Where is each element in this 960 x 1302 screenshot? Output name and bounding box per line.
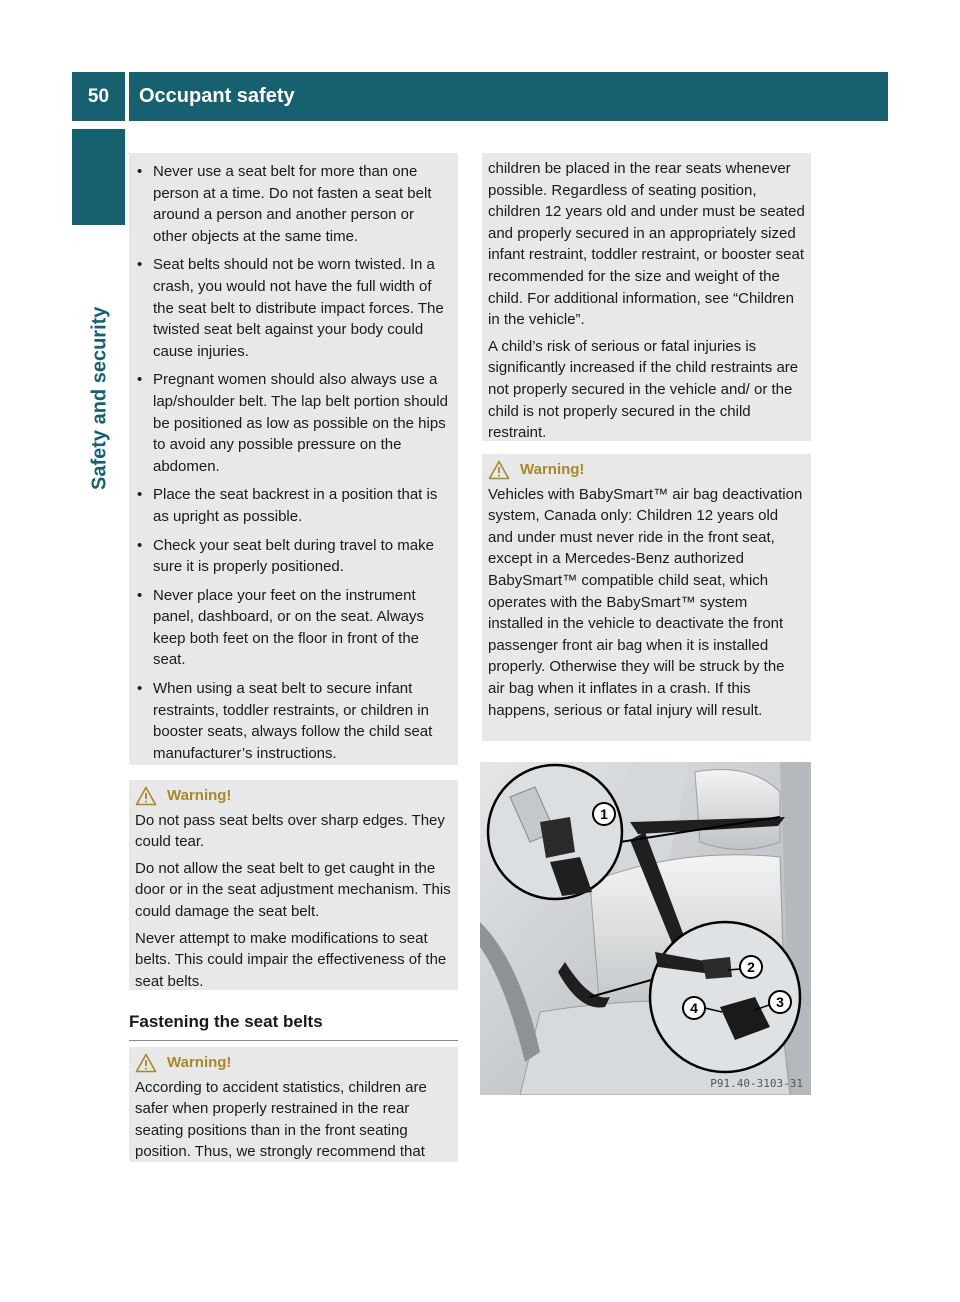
section-side-label: Safety and security bbox=[88, 306, 111, 490]
callout-3: 3 bbox=[776, 994, 784, 1010]
header-divider bbox=[125, 72, 129, 121]
warning-paragraph: Do not allow the seat belt to get caught in the door or in the seat adjustment mechanism. This could damage the seat belt. bbox=[135, 859, 451, 920]
warning-box-seat-belt bbox=[129, 780, 458, 990]
warning-triangle-icon bbox=[488, 460, 510, 480]
seat-belt-illustration bbox=[480, 762, 811, 1095]
warning-label: Warning! bbox=[520, 461, 585, 478]
children-continued-box bbox=[482, 153, 811, 441]
warning-header bbox=[135, 1052, 452, 1074]
section-heading: Fastening the seat belts bbox=[129, 1012, 458, 1041]
bullet-item: • Check your seat belt during travel to make sure it is properly positioned. bbox=[135, 535, 452, 578]
warning-paragraph: children be placed in the rear seats whenever possible. Regardless of seating position, children 12 years old and under must be seated and properly secured in an appropriately sized infant restraint, toddler restraint, or booster seat recommended for the size and weight of the child. For additional information, see “Children in the vehicle”. bbox=[488, 160, 805, 329]
warning-paragraph: According to accident statistics, children are safer when properly restrained in the rear seating positions than in the front seating position. Thus, we strongly recommend that bbox=[135, 1078, 427, 1161]
warning-paragraph: A child’s risk of serious or fatal injuries is significantly increased if the child restraints are not properly secured in the vehicle and/ or the child is not properly secured in the child restraint. bbox=[488, 337, 799, 442]
warning-triangle-icon bbox=[135, 786, 157, 806]
bullet-item: • When using a seat belt to secure infant restraints, toddler restraints, or children in booster seats, always follow the child seat manufacturer’s instructions. bbox=[135, 678, 452, 764]
warning-paragraph: Vehicles with BabySmart™ air bag deactivation system, Canada only: Children 12 years old and under must never ride in the front seat, except in a Mercedes-Benz authorized BabySmart™ compatible child seat, which operates with the BabySmart™ system installed in the vehicle to deactivate the front passenger front air bag when it is installed properly. Otherwise they will be struck by the air bag when it inflates in a crash. If this happens, serious or fatal injury will result. bbox=[488, 485, 803, 719]
warning-label: Warning! bbox=[167, 1054, 232, 1071]
warning-box-children bbox=[129, 1047, 458, 1162]
bullet-item: • Never use a seat belt for more than one person at a time. Do not fasten a seat belt around a person and another person or other objects at the same time. bbox=[135, 161, 452, 247]
warning-paragraph: Do not pass seat belts over sharp edges. They could tear. bbox=[135, 811, 445, 851]
callout-4: 4 bbox=[690, 1000, 698, 1016]
warning-header bbox=[488, 459, 805, 481]
seat-belt-figure bbox=[480, 762, 811, 1095]
figure-id: P91.40-3103-31 bbox=[710, 1077, 803, 1090]
warning-triangle-icon bbox=[135, 1053, 157, 1073]
bullet-item: • Never place your feet on the instrument panel, dashboard, or on the seat. Always keep both feet on the floor in front of the seat. bbox=[135, 585, 452, 671]
bullet-item: • Seat belts should not be worn twisted. In a crash, you would not have the full width of the seat belt to distribute impact forces. The twisted seat belt against your body could cause injuries. bbox=[135, 254, 452, 362]
safety-bullets-box bbox=[129, 153, 458, 765]
bullet-item: • Pregnant women should also always use a lap/shoulder belt. The lap belt portion should be positioned as low as possible on the hips to avoid any possible pressure on the abdomen. bbox=[135, 369, 452, 477]
callout-2: 2 bbox=[747, 959, 755, 975]
warning-box-babysmart bbox=[482, 454, 811, 741]
page-title: Occupant safety bbox=[139, 85, 295, 107]
warning-paragraph: Never attempt to make modifications to seat belts. This could impair the effectiveness of the seat belts. bbox=[135, 929, 447, 990]
bullet-item: • Place the seat backrest in a position that is as upright as possible. bbox=[135, 484, 452, 527]
page-number: 50 bbox=[87, 85, 110, 107]
side-tab bbox=[72, 129, 125, 225]
safety-bullet-list bbox=[135, 161, 452, 764]
warning-label: Warning! bbox=[167, 787, 232, 804]
callout-1: 1 bbox=[600, 806, 608, 822]
warning-header bbox=[135, 785, 452, 807]
